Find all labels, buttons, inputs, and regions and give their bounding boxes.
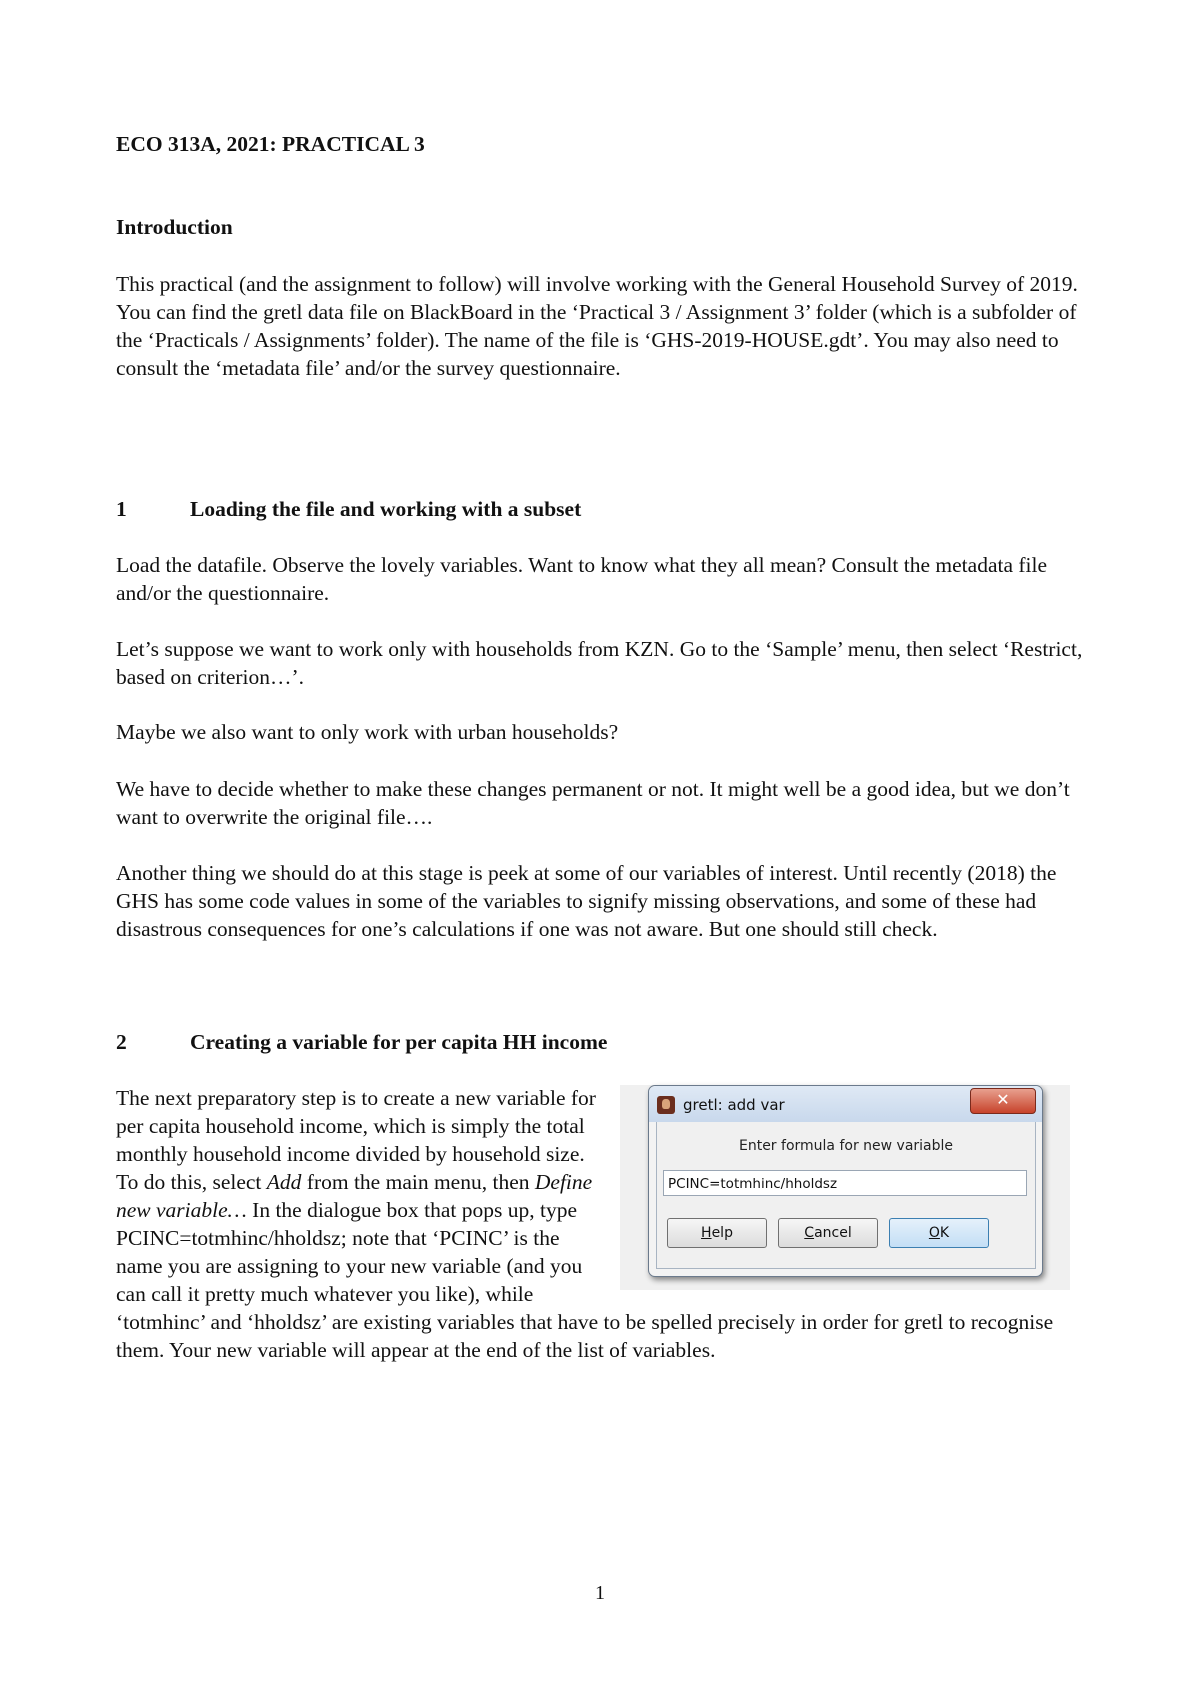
section-2-text-b: from the main menu, then (301, 1170, 535, 1194)
dialog-body (656, 1122, 1036, 1269)
gretl-app-icon (657, 1096, 675, 1114)
formula-input[interactable]: PCINC=totmhinc/hholdsz (663, 1170, 1027, 1196)
section-1-number: 1 (116, 497, 127, 521)
section-1-paragraph-5: Another thing we should do at this stage is peek at some of our variables of interest. Until recently (2018) the GHS has some code values in some of the variables to signify missing observations, and some of these had disastrous consequences for one’s calculations if one was not aware. But one should still check. (116, 861, 1057, 941)
section-1-title: Loading the file and working with a subset (190, 497, 582, 521)
cancel-mnemonic: C (804, 1225, 815, 1241)
define-new-variable-reference: Define new variable… (116, 1170, 593, 1222)
section-2-heading (116, 1028, 607, 1056)
section-1-heading (116, 495, 581, 523)
cancel-button[interactable] (778, 1218, 878, 1248)
section-2-text-a: The next preparatory step is to create a new variable for per capita household income, which is simply the total monthly household income divided by household size. To do this, select (116, 1086, 596, 1194)
close-icon[interactable]: ✕ (970, 1088, 1036, 1114)
page-number: 1 (595, 1582, 605, 1604)
ok-label: K (939, 1225, 950, 1241)
add-menu-reference: Add (266, 1170, 302, 1194)
ok-button[interactable] (889, 1218, 989, 1248)
section-2-text-c: In the dialogue box that pops up, type PCINC=totmhinc/hholdsz; note that ‘PCINC’ is the name you are assigning to your new variable (and you can call it pretty much whatever you like), while ‘totmhinc’ and ‘hholdsz’ are existing variables that have to be spelled precisely in order for gretl to recognise them. Your new variable will appear at the end of the list of variables. (116, 1198, 1054, 1362)
help-label: elp (711, 1225, 733, 1241)
section-1-paragraph-2: Let’s suppose we want to work only with households from KZN. Go to the ‘Sample’ menu, then select ‘Restrict, based on criterion…’. (116, 637, 1083, 689)
section-1-paragraph-4: We have to decide whether to make these changes permanent or not. It might well be a good idea, but we don’t want to overwrite the original file…. (116, 777, 1070, 829)
document-title: ECO 313A, 2021: PRACTICAL 3 (116, 132, 425, 156)
section-2-number: 2 (116, 1030, 127, 1054)
dialog-titlebar[interactable] (649, 1086, 1042, 1122)
section-2-title: Creating a variable for per capita HH income (190, 1030, 608, 1054)
section-1-paragraph-1: Load the datafile. Observe the lovely variables. Want to know what they all mean? Consult the metadata file and/or the questionnaire. (116, 553, 1048, 605)
ok-mnemonic: O (928, 1225, 940, 1241)
help-button[interactable] (667, 1218, 767, 1248)
cancel-label: ancel (814, 1225, 852, 1241)
introduction-paragraph: This practical (and the assignment to follow) will involve working with the General Household Survey of 2019. You can find the gretl data file on BlackBoard in the ‘Practical 3 / Assignment 3’ folder (which is a subfolder of the ‘Practicals / Assignments’ folder). The name of the file is ‘GHS-2019-HOUSE.gdt’. You may also need to consult the ‘metadata file’ and/or the survey questionnaire. (116, 272, 1078, 380)
dialog-title: gretl: add var (683, 1096, 785, 1114)
help-mnemonic: H (701, 1225, 712, 1241)
formula-prompt: Enter formula for new variable (738, 1138, 954, 1154)
section-1-paragraph-3: Maybe we also want to only work with urban households? (116, 720, 619, 744)
introduction-heading: Introduction (116, 215, 233, 239)
add-var-dialog (648, 1085, 1043, 1277)
dialog-screenshot (620, 1085, 1070, 1290)
